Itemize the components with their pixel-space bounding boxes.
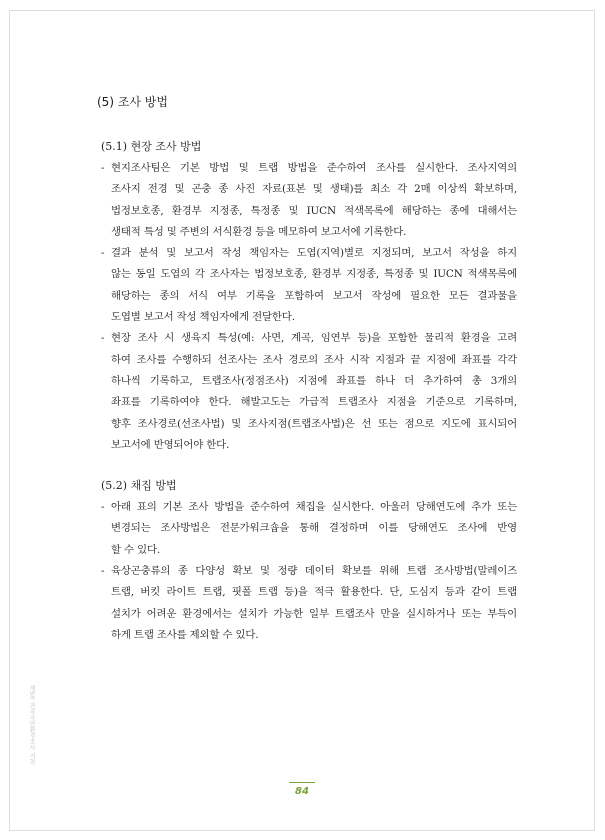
subsection-5-1 [97,137,517,456]
text-line: 생태적 특성 및 주변의 서식환경 등을 메모하여 보고서에 기록한다. [111,225,407,238]
text-line: 현장 조사 시 생육지 특성(예: 사면, 계곡, 임연부 등)을 포함한 물리적 환경을 고려 [111,332,517,345]
page-number-rule [289,782,315,783]
text-line: 육상곤충류의 종 다양성 확보 및 정량 데이터 확보를 위해 트랩 조사방법(말레이즈 [111,565,517,578]
text-line: 않는 동일 도엽의 각 조사자는 법정보호종, 환경부 지정종, 특정종 및 IUCN 적색목록에 [111,268,517,281]
text-line: 설치가 어려운 환경에서는 설치가 가능한 일부 트랩조사 만을 실시하거나 또는 부득이 [111,607,517,620]
bullet-dash: - [101,332,105,345]
page-number-block [289,782,315,799]
subsection-title: (5.2) 채집 방법 [101,479,177,493]
text-line: 향후 조사경로(선조사법) 및 조사지점(트랩조사법)은 선 또는 점으로 지도에 표시되어 [111,417,517,430]
list-item [97,328,517,456]
text-line: 해당하는 종의 서식 여부 기록을 포함하여 보고서 작성에 필요한 모든 결과물을 [111,289,517,302]
text-line: 보고서에 반영되어야 한다. [111,438,230,451]
text-line: 도엽별 보고서 작성 책임자에게 전달한다. [111,311,295,324]
page-number: 84 [295,786,309,797]
list-item [97,243,517,328]
list-item [97,158,517,243]
bullet-list [97,158,517,456]
text-line: 좌표를 기록하여야 한다. 해발고도는 가급적 트랩조사 지점을 기준으로 기록하며, [111,396,517,409]
subsection-5-2 [97,476,517,646]
document-body [97,92,517,666]
side-running-title: 제5차 전국자연환경조사 지침 [28,685,35,765]
text-line: 결과 분석 및 보고서 작성 책임자는 도엽(지역)별로 지정되며, 보고서 작성을 하지 [111,247,517,260]
section-title: (5) 조사 방법 [97,95,168,109]
text-line: 조사지 전경 및 곤충 종 사진 자료(표본 및 생태)를 최소 각 2매 이상씩 확보하며, [111,183,517,196]
text-line: 하게 트랩 조사를 제외할 수 있다. [111,628,259,641]
bullet-dash: - [101,247,105,260]
bullet-dash: - [101,565,105,578]
text-line: 하나씩 기록하고, 트랩조사(정점조사) 지점에 좌표를 하나 더 추가하여 총 3개의 [111,374,517,387]
bullet-list [97,497,517,646]
text-line: 할 수 있다. [111,543,161,556]
text-line: 현지조사팀은 기본 방법 및 트랩 방법을 준수하여 조사를 실시한다. 조사지역의 [111,162,517,174]
text-line: 하여 조사를 수행하되 선조사는 조사 경로의 조사 시작 지점과 끝 지점에 좌표를 각각 [111,353,517,366]
text-line: 법정보호종, 환경부 지정종, 특정종 및 IUCN 적색목록에 해당하는 종에 대해서는 [111,204,517,217]
list-item [97,561,517,646]
subsection-title: (5.1) 현장 조사 방법 [101,140,202,153]
text-line: 변경되는 조사방법은 전문가워크숍을 통해 결정하며 이를 당해연도 조사에 반영 [111,522,517,535]
text-line: 아래 표의 기본 조사 방법을 준수하여 채집을 실시한다. 아울러 당해연도에 추가 또는 [111,501,517,514]
bullet-dash: - [101,501,105,514]
text-line: 트랩, 버킷 라이트 트랩, 핏폴 트랩 등)을 적극 활용한다. 단, 도심지 등과 같이 트랩 [111,586,517,599]
bullet-dash: - [101,162,105,174]
list-item [97,497,517,561]
